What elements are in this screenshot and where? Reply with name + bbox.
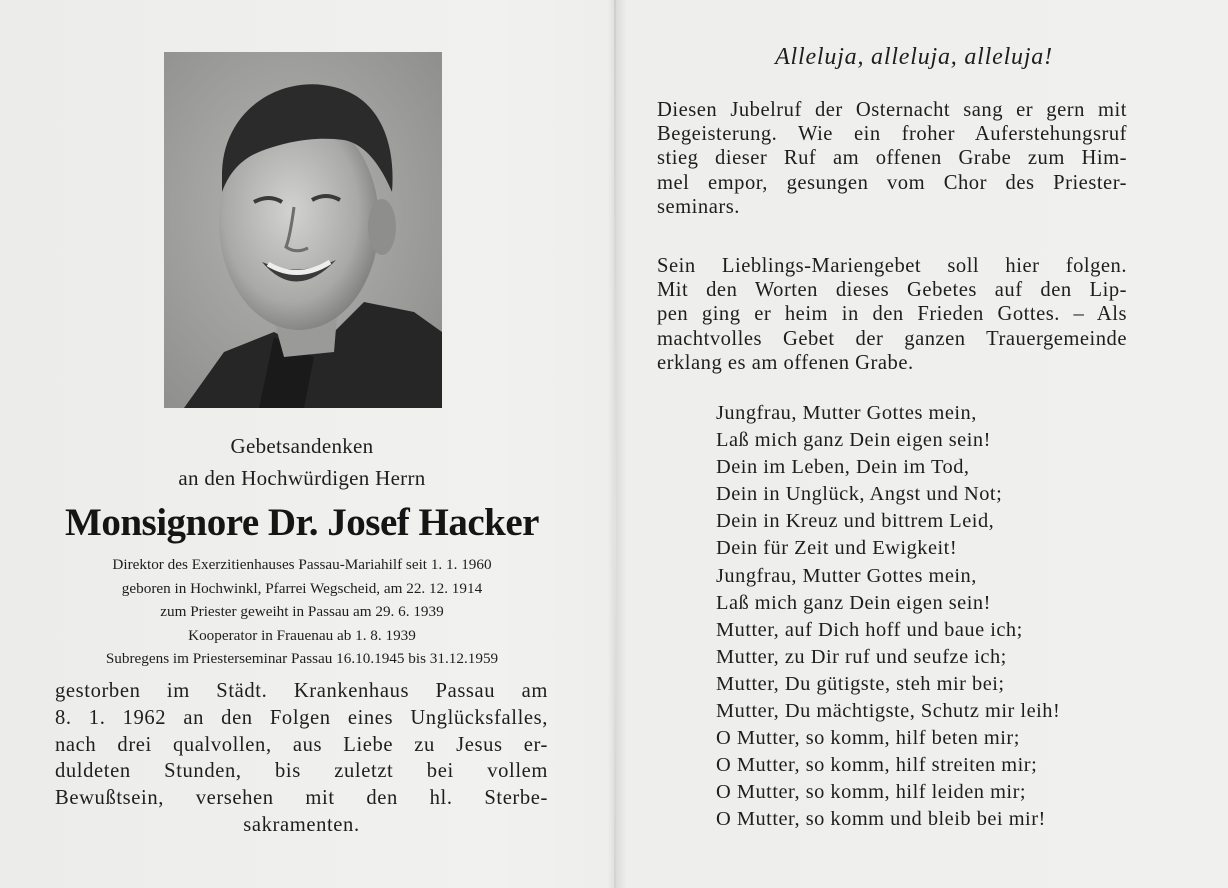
prayer-line: Laß mich ganz Dein eigen sein! <box>716 591 991 614</box>
paragraph-line: Diesen Jubelruf der Osternacht sang er gern mit <box>657 99 1127 121</box>
paragraph-line: machtvolles Gebet der ganzen Trauergemeinde <box>657 327 1127 350</box>
prayer-verses <box>716 400 1196 834</box>
prayer-line: Jungfrau, Mutter Gottes mein, <box>716 402 977 424</box>
right-panel <box>614 0 1228 888</box>
paragraph-line: Sein Lieblings-Mariengebet soll hier folgen. <box>657 255 1127 277</box>
biography-line: Direktor des Exerzitienhauses Passau-Mariahilf seit 1. 1. 1960 <box>112 556 492 573</box>
paragraph-line: seminars. <box>657 195 740 218</box>
prayer-line: Dein für Zeit und Ewigkeit! <box>716 537 958 560</box>
paragraph-line: mel empor, gesungen vom Chor des Priester- <box>657 171 1127 194</box>
prayer-line: O Mutter, so komm und bleib bei mir! <box>716 808 1046 831</box>
death-line: sakramenten. <box>243 813 360 836</box>
prayer-line: O Mutter, so komm, hilf streiten mir; <box>716 754 1038 777</box>
prayer-line: Dein im Leben, Dein im Tod, <box>716 456 970 479</box>
portrait-icon <box>164 52 442 408</box>
biography-line: geboren in Hochwinkl, Pfarrei Wegscheid, am 22. 12. 1914 <box>121 579 483 597</box>
portrait-photo <box>164 52 442 408</box>
paragraph-line: stieg dieser Ruf am offenen Grabe zum Him- <box>657 147 1127 170</box>
death-line: nach drei qualvollen, aus Liebe zu Jesus er- <box>55 733 548 756</box>
death-line: Bewußtsein, versehen mit den hl. Sterbe- <box>55 787 548 810</box>
death-line: duldeten Stunden, bis zuletzt bei vollem <box>55 760 548 783</box>
prayer-line: Mutter, Du gütigste, steh mir bei; <box>716 672 1005 695</box>
prayer-line: Jungfrau, Mutter Gottes mein, <box>716 564 977 587</box>
paragraph-line: pen ging er heim in den Frieden Gottes. – Als <box>657 303 1127 326</box>
death-notice <box>55 678 548 839</box>
paragraph-line: erklang es am offenen Grabe. <box>657 351 914 374</box>
prayer-line: O Mutter, so komm, hilf beten mir; <box>716 727 1020 750</box>
biography-line: Subregens im Priesterseminar Passau 16.10.1945 bis 31.12.1959 <box>105 650 499 668</box>
alleluja-title: Alleluja, alleluja, alleluja! <box>775 44 1053 70</box>
prayer-line: Mutter, Du mächtigste, Schutz mir leih! <box>716 700 1061 723</box>
prayer-line: O Mutter, so komm, hilf leiden mir; <box>716 781 1027 804</box>
biography-lines <box>0 553 604 671</box>
death-line: 8. 1. 1962 an den Folgen eines Unglücksfalles, <box>55 706 548 729</box>
dedication-line-1: Gebetsandenken <box>230 434 374 458</box>
dedication-line-2: an den Hochwürdigen Herrn <box>178 466 426 490</box>
biography-line: zum Priester geweiht in Passau am 29. 6. 1939 <box>160 603 444 621</box>
paragraph-mariengebet <box>657 254 1127 375</box>
paragraph-line: Mit den Worten dieses Gebetes auf den Lip- <box>657 279 1127 302</box>
prayer-line: Dein in Unglück, Angst und Not; <box>716 483 1003 506</box>
prayer-line: Laß mich ganz Dein eigen sein! <box>716 429 991 452</box>
death-line: gestorben im Städt. Krankenhaus Passau am <box>55 680 548 702</box>
biography-line: Kooperator in Frauenau ab 1. 8. 1939 <box>188 626 416 644</box>
deceased-name: Monsignore Dr. Josef Hacker <box>65 501 539 544</box>
prayer-line: Mutter, auf Dich hoff und baue ich; <box>716 618 1023 641</box>
paragraph-line: Begeisterung. Wie ein froher Auferstehungsruf <box>657 123 1127 146</box>
paragraph-jubelruf <box>657 98 1127 219</box>
prayer-line: Dein in Kreuz und bittrem Leid, <box>716 510 995 533</box>
prayer-line: Mutter, zu Dir ruf und seufze ich; <box>716 645 1007 668</box>
